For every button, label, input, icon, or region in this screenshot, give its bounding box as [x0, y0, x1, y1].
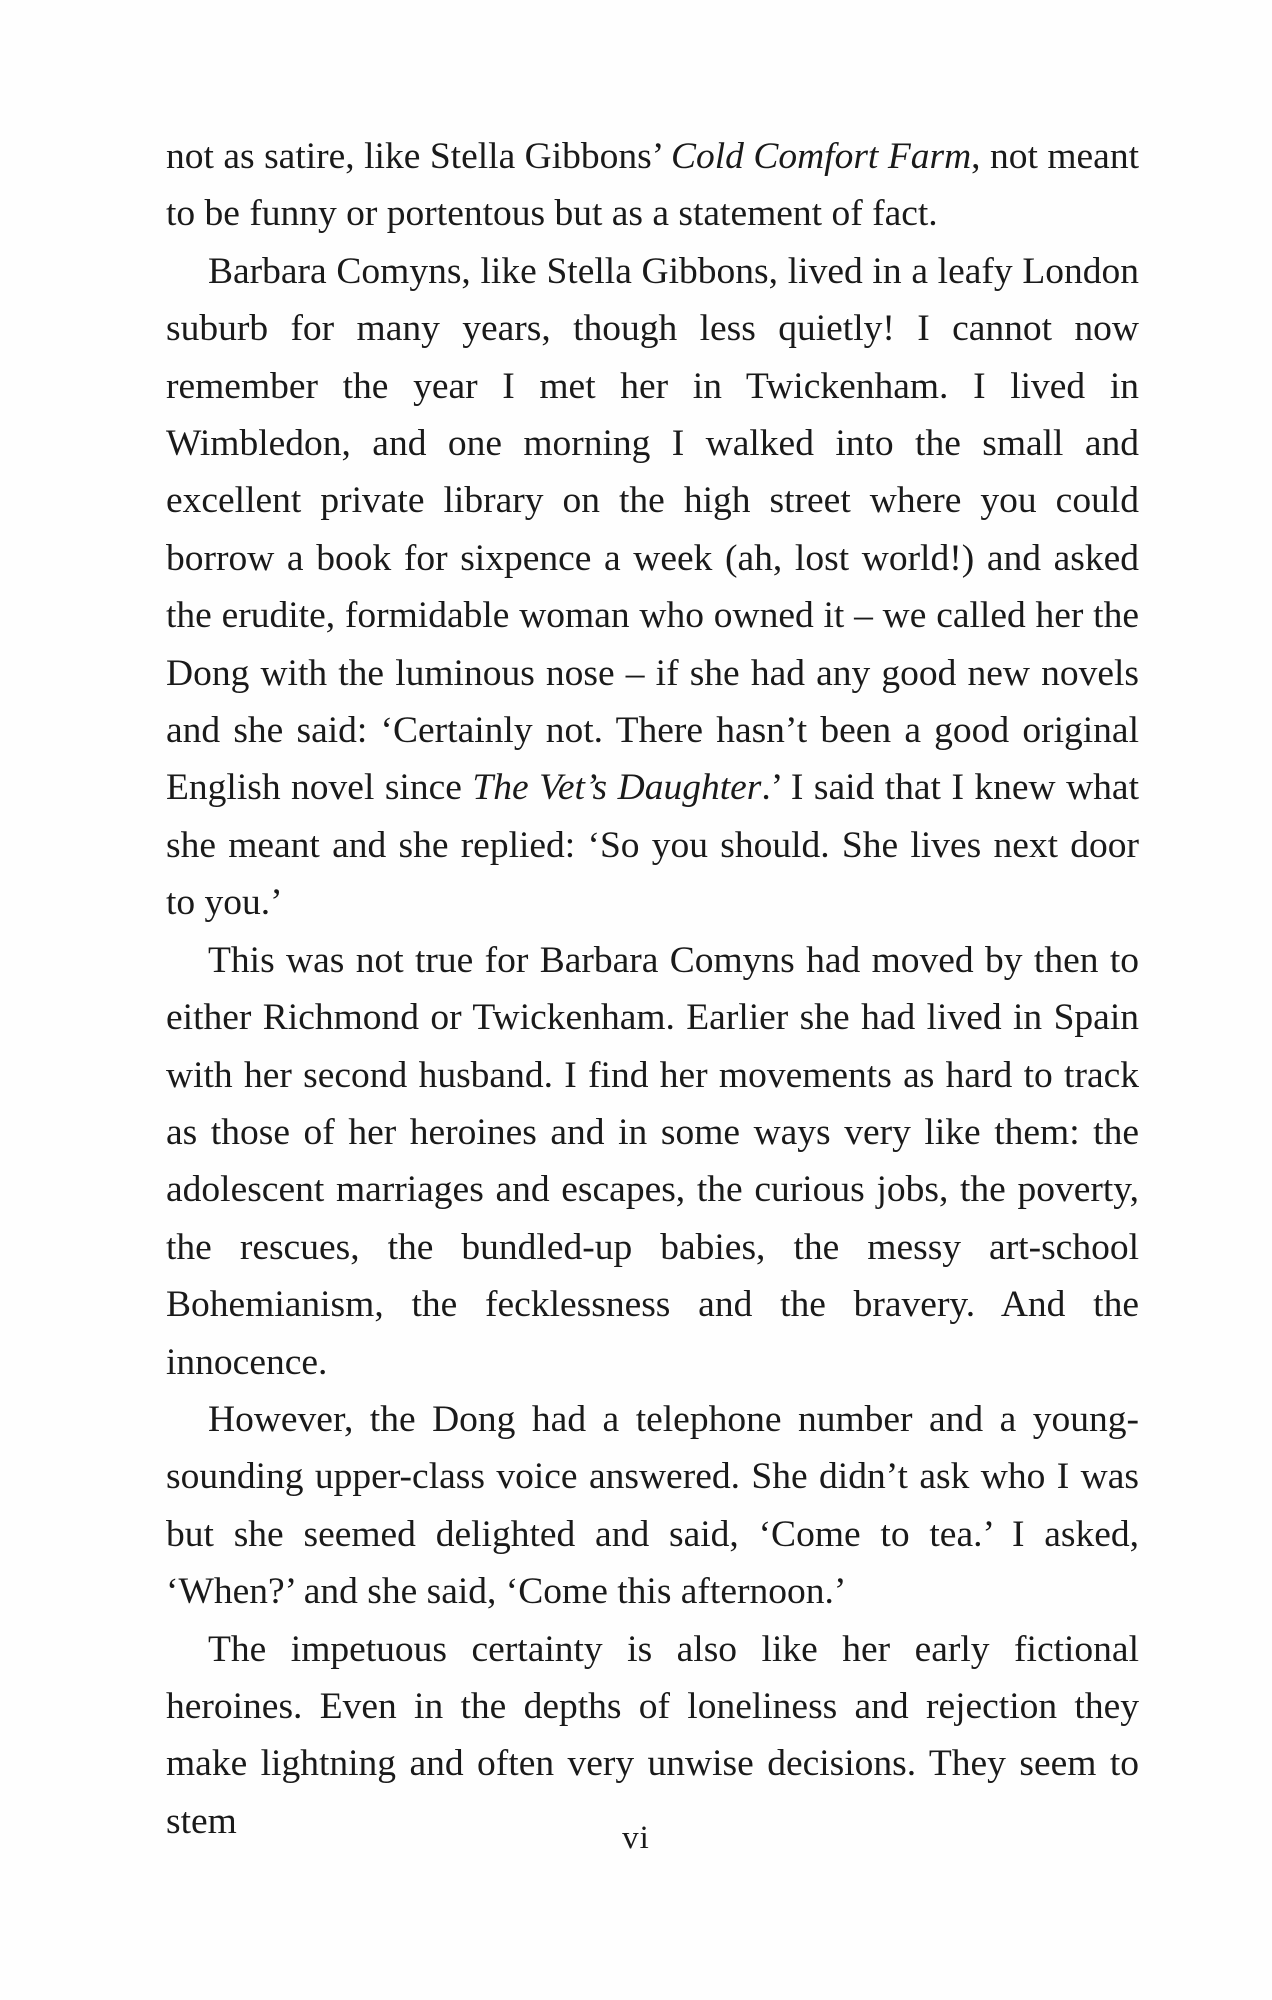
paragraph-1-text: not as satire, like Stella Gibbons’	[166, 136, 671, 177]
paragraph-1-text-end: , not meant to be funny or portentous but as a statement of fact.	[166, 136, 1139, 235]
paragraph-1	[166, 128, 1139, 243]
paragraph-4-text: However, the Dong had a telephone number and a young-sounding upper-class voice answered. She didn’t ask who I was but she seemed delighted and said, ‘Come to tea.’ I asked, ‘When?’ and she said, ‘Come this afternoon.’	[166, 1398, 1139, 1613]
body-text	[166, 128, 1139, 1850]
paragraph-3	[166, 932, 1139, 1391]
paragraph-2	[166, 243, 1139, 932]
book-title-cold-comfort-farm: Cold Comfort Farm	[670, 136, 972, 177]
paragraph-4	[166, 1391, 1139, 1621]
paragraph-5-text: The impetuous certainty is also like her early fictional heroines. Even in the depths of loneliness and rejection they make lightning and often very unwise decisions. They seem to stem	[166, 1628, 1139, 1842]
paragraph-2-text: Barbara Comyns, like Stella Gibbons, lived in a leafy London suburb for many years, though less quietly! I cannot now remember the year I met her in Twickenham. I lived in Wimbledon, and one morning I walked into the small and excellent private library on the high street where you could borrow a book for sixpence a week (ah, lost world!) and asked the erudite, formidable woman who owned it – we called her the Dong with the luminous nose – if she had any good new novels and she said: ‘Certainly not. There hasn’t been a good original English novel since	[166, 250, 1139, 809]
paragraph-5	[166, 1621, 1139, 1851]
page-number: vi	[622, 1820, 650, 1856]
book-title-the-vets-daughter: The Vet’s Daughter	[472, 767, 762, 809]
paragraph-2-text-end: .’ I said that I knew what she meant and she replied: ‘So you should. She lives next door to you.’	[166, 767, 1139, 924]
paragraph-3-text: This was not true for Barbara Comyns had moved by then to either Richmond or Twickenham. Earlier she had lived in Spain with her second husband. I find her movements as hard to track as those of her heroines and in some ways very like them: the adolescent marriages and escapes, the curious jobs, the poverty, the rescues, the bundled-up babies, the messy art-school Bohemianism, the fecklessness and the bravery. And the innocence.	[166, 939, 1139, 1383]
